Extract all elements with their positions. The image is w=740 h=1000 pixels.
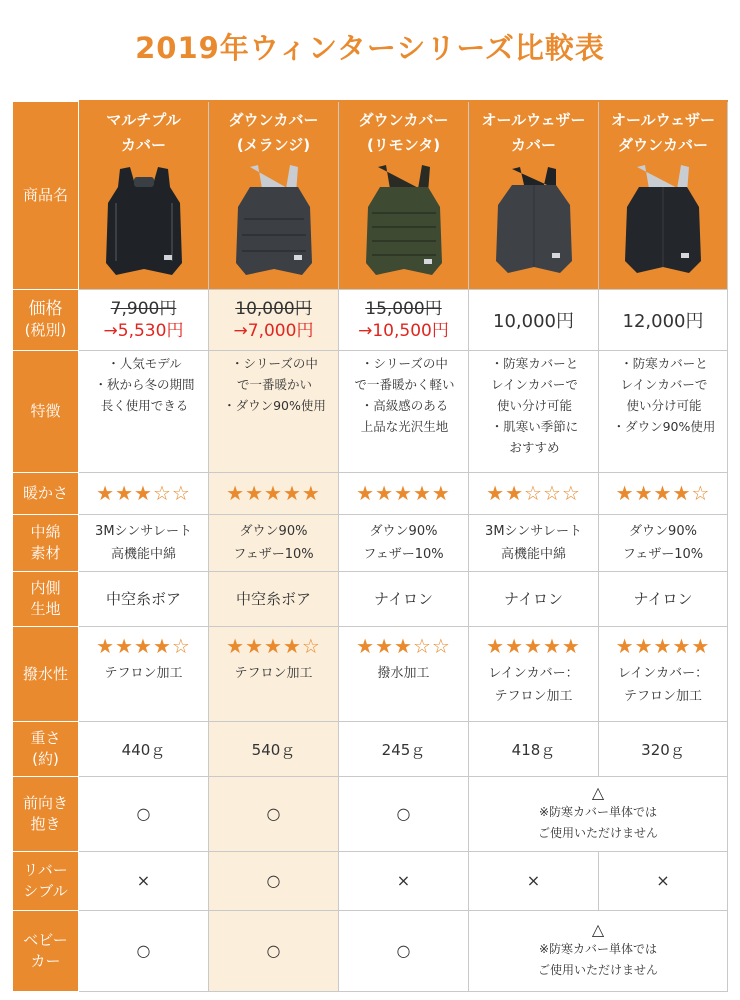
warmth-cell [339, 472, 469, 515]
sale-price: →5,530円 [103, 321, 184, 342]
weight-cell: 540ｇ [209, 722, 339, 777]
water-cell [599, 626, 728, 721]
row-header-line1: 価格 [28, 299, 63, 320]
product-name-line1: オールウェザー [610, 110, 716, 129]
product-name-line1: ダウンカバー [228, 110, 319, 129]
filling-cell [209, 515, 339, 572]
row-header-line2: カー [30, 951, 61, 970]
feature-line: 上品な光沢生地 [360, 418, 449, 434]
row-header-stroller [13, 910, 79, 991]
lining-row [13, 572, 728, 627]
row-header-line1: 中綿 [30, 523, 61, 542]
row-header-line2: (税別) [24, 321, 67, 340]
water-rating: ★★★★★ [486, 633, 581, 658]
product-name-line1: マルチプル [106, 110, 181, 129]
price: 10,000円 [493, 311, 574, 333]
product-name-line2: カバー [120, 135, 166, 154]
filling-line: フェザー10% [233, 547, 314, 563]
water-rating: ★★★☆☆ [356, 633, 451, 658]
feature-line: 使い分け可能 [496, 397, 572, 413]
feature-line: で一番暖かい [236, 376, 312, 392]
water-line: テフロン加工 [623, 688, 702, 704]
product-header-row [13, 101, 728, 290]
feature-line: ・シリーズの中 [231, 355, 318, 371]
filling-cell [339, 515, 469, 572]
filling-row [13, 515, 728, 572]
feature-line: ・防寒カバーと [620, 355, 708, 371]
water-rating: ★★★★☆ [226, 633, 321, 658]
price-row [13, 290, 728, 351]
row-header-line2: 素材 [30, 544, 61, 563]
row-header-line1: 内側 [30, 578, 61, 597]
lining-cell: ナイロン [599, 572, 728, 627]
water-cell [209, 626, 339, 721]
filling-cell [469, 515, 599, 572]
triangle-mark: △ [591, 783, 605, 803]
original-price: 10,000円 [235, 299, 312, 320]
lining-cell: ナイロン [469, 572, 599, 627]
product-name-line2: カバー [510, 135, 556, 154]
comparison-table [12, 100, 728, 992]
row-header-reversible [13, 851, 79, 910]
warmth-row [13, 472, 728, 515]
reversible-cell: × [339, 851, 469, 910]
water-rating: ★★★★☆ [96, 633, 191, 658]
feature-row [13, 350, 728, 472]
lining-cell: ナイロン [339, 572, 469, 627]
water-line: テフロン加工 [494, 688, 573, 704]
lining-cell: 中空糸ボア [209, 572, 339, 627]
filling-line: 高機能中綿 [500, 547, 566, 563]
row-header-weight [13, 722, 79, 777]
weight-cell: 440ｇ [79, 722, 209, 777]
feature-cell [209, 350, 339, 472]
filling-line: フェザー10% [363, 547, 444, 563]
feature-line: ・ダウン90%使用 [223, 397, 326, 413]
feature-cell [79, 350, 209, 472]
weight-cell: 245ｇ [339, 722, 469, 777]
feature-line: レインカバーで [491, 376, 578, 392]
water-rating: ★★★★★ [615, 633, 711, 658]
water-cell [469, 626, 599, 721]
feature-line: おすすめ [509, 439, 560, 455]
triangle-mark: △ [591, 920, 605, 940]
feature-line: ・肌寒い季節に [490, 418, 579, 434]
stroller-cell: ○ [79, 910, 209, 991]
feature-line: で一番暖かく軽い [354, 376, 455, 392]
reversible-row [13, 851, 728, 910]
product-col-2 [339, 101, 469, 290]
feature-line: ・高級感のある [360, 397, 449, 413]
note-line: ※防寒カバー単体では [538, 805, 658, 820]
product-name-line1: ダウンカバー [358, 110, 449, 129]
row-header-price [13, 290, 79, 351]
product-col-4 [599, 101, 728, 290]
front-carry-cell: ○ [79, 776, 209, 851]
row-header-line1: 重さ [30, 729, 61, 748]
row-header-line2: シブル [23, 881, 68, 900]
product-col-0 [79, 101, 209, 290]
product-col-1 [209, 101, 339, 290]
row-header-name: 商品名 [13, 101, 79, 290]
reversible-cell: × [469, 851, 599, 910]
front-carry-cell: ○ [339, 776, 469, 851]
stroller-merged-note [469, 910, 728, 991]
front-carry-row [13, 776, 728, 851]
stroller-row [13, 910, 728, 991]
product-col-3 [469, 101, 599, 290]
feature-line: ・シリーズの中 [361, 355, 448, 371]
row-header-line1: リバー [23, 860, 68, 879]
weight-row [13, 722, 728, 777]
reversible-cell: ○ [209, 851, 339, 910]
filling-line: 3Mシンサレート [485, 524, 582, 540]
feature-line: 使い分け可能 [626, 397, 702, 413]
product-photo [350, 163, 458, 281]
charcoal-all-weather-cover-icon [480, 163, 588, 281]
feature-cell [469, 350, 599, 472]
warmth-cell [79, 472, 209, 515]
row-header-front [13, 776, 79, 851]
row-header-line2: 生地 [30, 599, 61, 618]
product-name-line1: オールウェザー [481, 110, 586, 129]
row-header-water: 撥水性 [13, 626, 79, 721]
product-photo [220, 163, 328, 281]
warmth-cell [209, 472, 339, 515]
row-header-line1: 前向き [22, 793, 68, 812]
row-header-filling [13, 515, 79, 572]
product-photo [480, 163, 588, 281]
gray-down-cover-icon [220, 163, 328, 281]
filling-line: ダウン90% [239, 524, 308, 540]
black-all-weather-down-cover-icon [609, 163, 717, 281]
warmth-rating: ★★★★☆ [615, 481, 711, 506]
row-header-line2: 抱き [30, 814, 61, 833]
water-line: テフロン加工 [104, 665, 183, 681]
khaki-down-cover-icon [350, 163, 458, 281]
front-carry-merged-note [469, 776, 728, 851]
filling-line: ダウン90% [629, 524, 697, 540]
row-header-lining [13, 572, 79, 627]
original-price: 15,000円 [365, 299, 442, 320]
price-cell [79, 290, 209, 351]
filling-cell [79, 515, 209, 572]
filling-line: 3Mシンサレート [95, 524, 192, 540]
warmth-rating: ★★★★★ [356, 481, 451, 506]
row-header-line2: (約) [32, 750, 59, 769]
warmth-cell [599, 472, 728, 515]
feature-line: 長く使用できる [100, 397, 189, 413]
filling-line: フェザー10% [622, 547, 704, 563]
feature-cell [599, 350, 728, 472]
water-cell [79, 626, 209, 721]
sale-price: →7,000円 [233, 321, 314, 342]
weight-cell: 418ｇ [469, 722, 599, 777]
warmth-rating: ★★★★★ [226, 481, 321, 506]
feature-line: レインカバーで [620, 376, 708, 392]
product-photo [90, 163, 198, 281]
filling-line: ダウン90% [369, 524, 438, 540]
price-cell [339, 290, 469, 351]
feature-line: ・ダウン90%使用 [612, 418, 716, 434]
warmth-cell [469, 472, 599, 515]
feature-line: ・防寒カバーと [490, 355, 579, 371]
reversible-cell: × [79, 851, 209, 910]
page-title: 2019年ウィンターシリーズ比較表 [135, 31, 605, 65]
water-line: 撥水加工 [377, 665, 430, 681]
weight-cell: 320ｇ [599, 722, 728, 777]
original-price: 7,900円 [110, 299, 177, 320]
stroller-cell: ○ [339, 910, 469, 991]
reversible-cell: × [599, 851, 728, 910]
note-line: ご使用いただけません [537, 963, 658, 978]
price-cell [209, 290, 339, 351]
water-cell [339, 626, 469, 721]
feature-cell [339, 350, 469, 472]
filling-line: 高機能中綿 [110, 547, 176, 563]
row-header-feature: 特徴 [13, 350, 79, 472]
lining-cell: 中空糸ボア [79, 572, 209, 627]
row-header-line1: ベビー [23, 930, 68, 949]
stroller-cell: ○ [209, 910, 339, 991]
water-line: レインカバー： [488, 665, 579, 681]
note-line: ※防寒カバー単体では [538, 942, 658, 957]
product-name-line2: (メランジ) [236, 135, 311, 154]
note-line: ご使用いただけません [537, 826, 658, 841]
water-row [13, 626, 728, 721]
warmth-rating: ★★★☆☆ [96, 481, 191, 506]
black-carrier-cover-icon [90, 163, 198, 281]
price-cell [469, 290, 599, 351]
row-header-warmth: 暖かさ [13, 472, 79, 515]
filling-cell [599, 515, 728, 572]
product-name-line2: ダウンカバー [617, 135, 708, 154]
water-line: テフロン加工 [234, 665, 313, 681]
product-name-line2: (リモンタ) [366, 135, 441, 154]
price-cell [599, 290, 728, 351]
warmth-rating: ★★☆☆☆ [486, 481, 581, 506]
water-line: レインカバー： [617, 665, 709, 681]
product-photo [609, 163, 717, 281]
front-carry-cell: ○ [209, 776, 339, 851]
price: 12,000円 [622, 311, 704, 333]
feature-line: ・人気モデル [107, 355, 182, 371]
sale-price: →10,500円 [358, 321, 449, 342]
feature-line: ・秋から冬の期間 [94, 376, 195, 392]
